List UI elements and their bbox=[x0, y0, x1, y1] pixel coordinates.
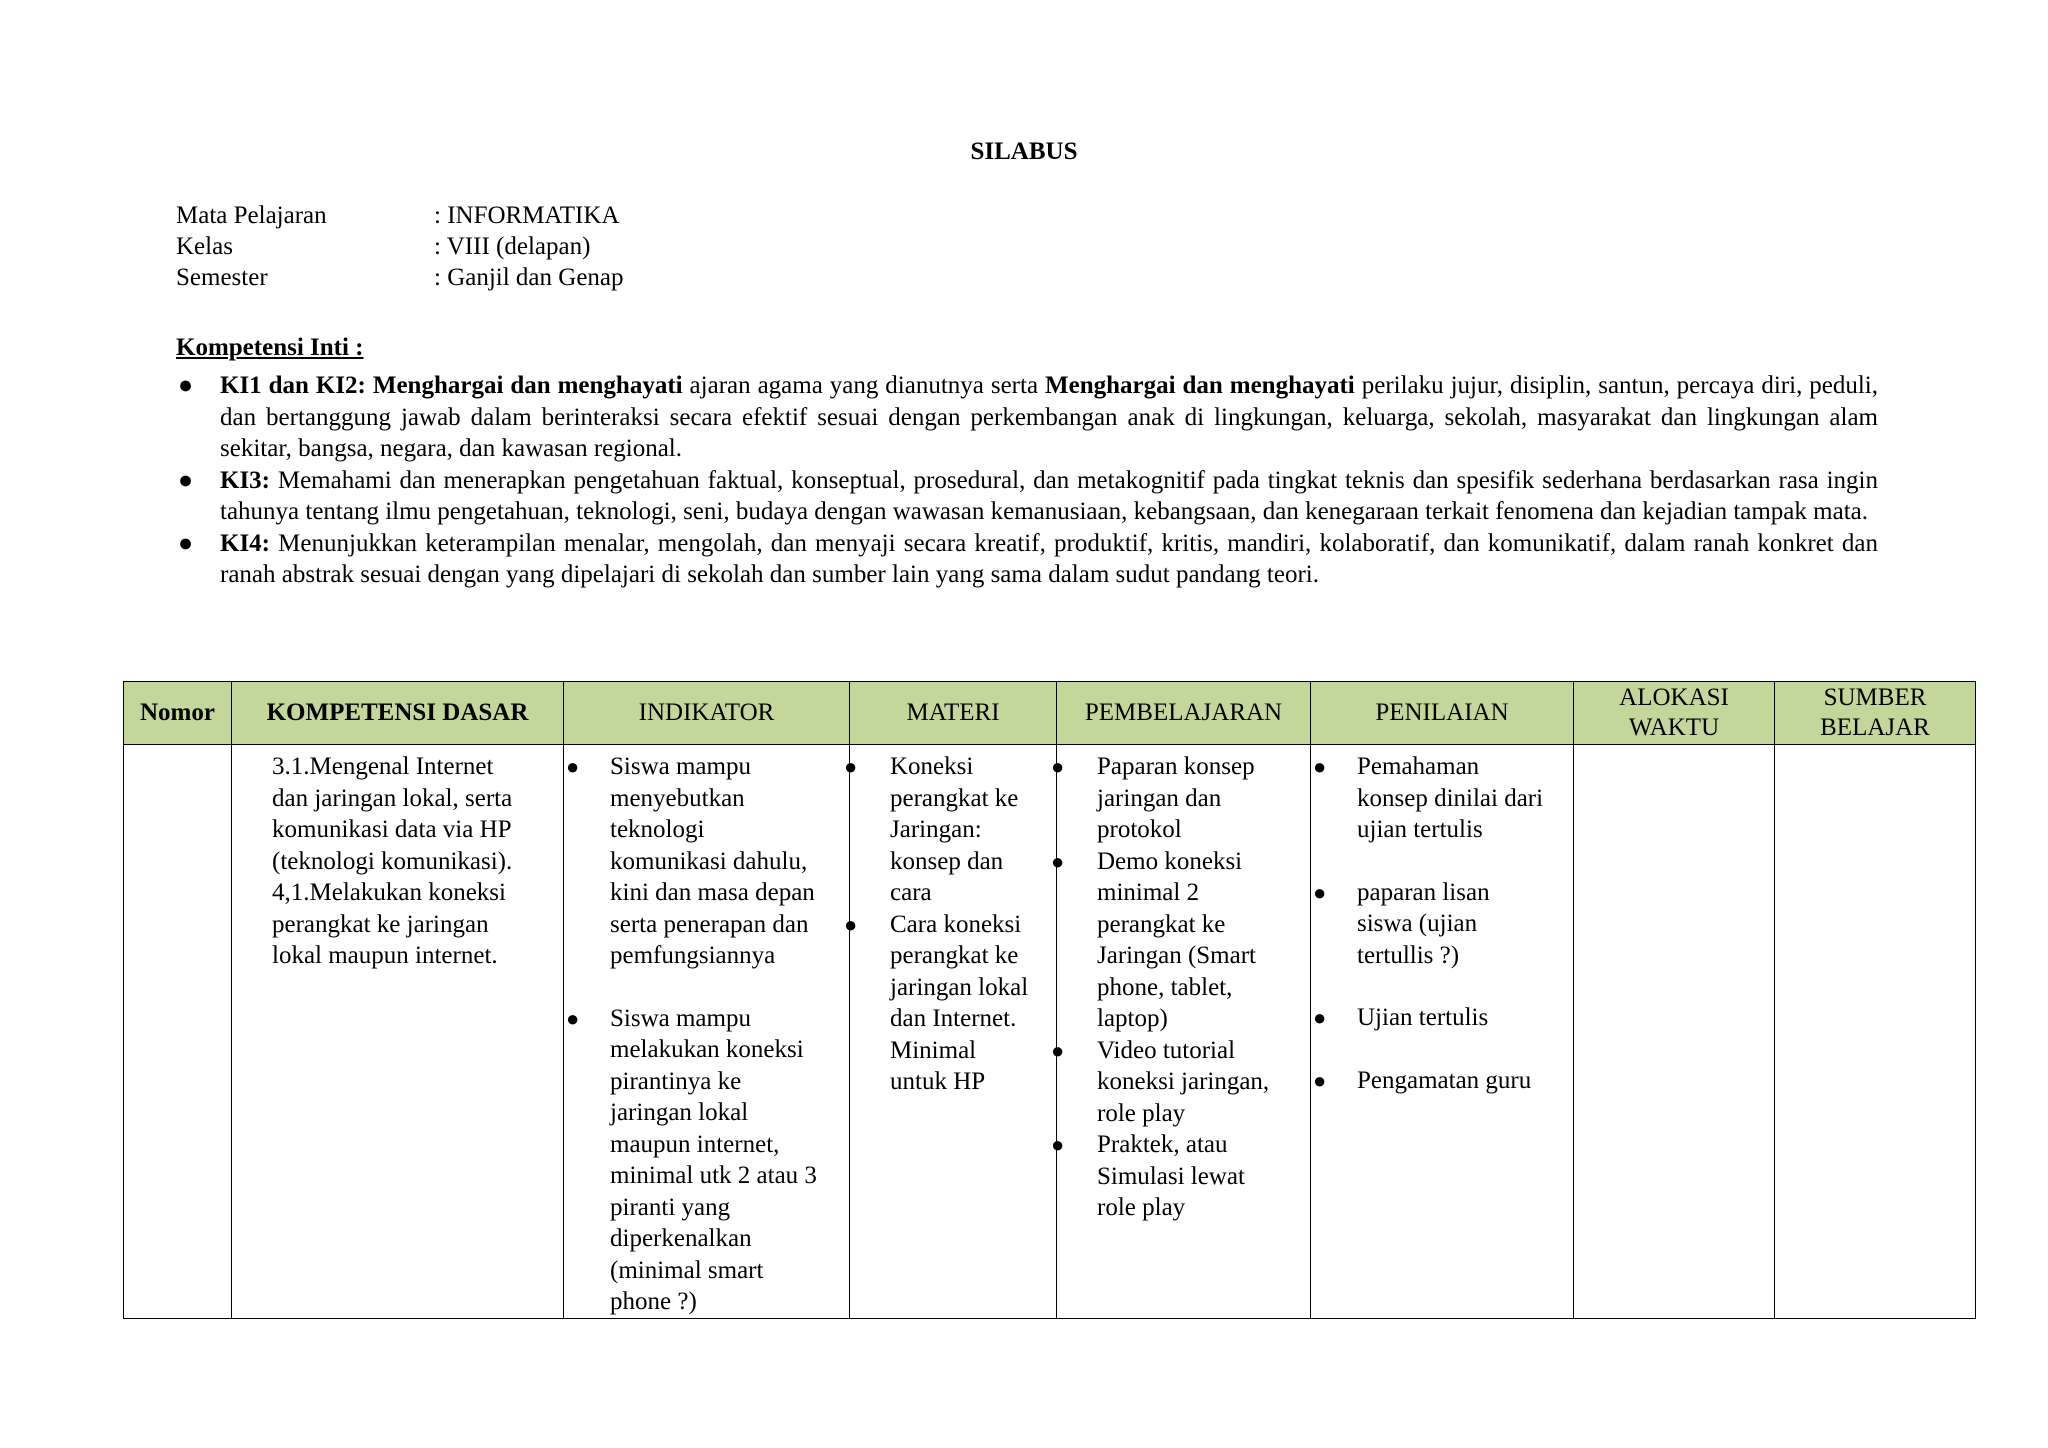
text-line: minimal 2 bbox=[1097, 879, 1200, 906]
ki-label: KI4: bbox=[220, 529, 270, 557]
header-materi: MATERI bbox=[850, 682, 1057, 745]
penilaian-list bbox=[1311, 745, 1573, 1096]
syllabus-table bbox=[123, 681, 1976, 1319]
meta-value: : VIII (delapan) bbox=[434, 233, 591, 260]
bullet-icon: ● bbox=[178, 466, 194, 494]
text-line: laptop) bbox=[1097, 1005, 1168, 1032]
meta-value: : INFORMATIKA bbox=[434, 202, 620, 229]
ki-label: KI3: bbox=[220, 466, 270, 494]
text-line: komunikasi data via HP bbox=[272, 816, 512, 843]
text-line: diperkenalkan bbox=[610, 1225, 752, 1252]
text-line: pemfungsiannya bbox=[610, 942, 776, 969]
meta-row-semester bbox=[176, 262, 624, 293]
text-line: untuk HP bbox=[890, 1068, 986, 1095]
ki-item-1 bbox=[176, 370, 1878, 465]
text-line: Video tutorial bbox=[1097, 1036, 1236, 1064]
text-line: perangkat ke jaringan bbox=[272, 910, 489, 938]
meta-value: : Ganjil dan Genap bbox=[434, 264, 624, 291]
pembelajaran-list bbox=[1051, 745, 1310, 1224]
text-line: komunikasi dahulu, bbox=[610, 847, 808, 875]
text-line: phone, tablet, bbox=[1097, 973, 1233, 1001]
header-alokasi-waktu bbox=[1574, 682, 1775, 745]
bullet-icon: ● bbox=[1313, 879, 1327, 905]
header-kompetensi-dasar: KOMPETENSI DASAR bbox=[232, 682, 564, 745]
text-line: serta penerapan dan bbox=[610, 910, 809, 938]
text-line: (teknologi komunikasi). bbox=[272, 847, 513, 875]
bullet-icon: ● bbox=[1313, 1005, 1327, 1030]
bullet-icon: ● bbox=[1051, 754, 1065, 779]
text-line: tertullis ?) bbox=[1357, 941, 1460, 969]
ki-bold-text: Menghargai dan menghayati bbox=[365, 372, 683, 399]
bullet-icon: ● bbox=[1313, 1067, 1327, 1093]
cell-materi bbox=[844, 745, 1057, 1319]
text-line: lokal maupun internet. bbox=[272, 942, 498, 969]
meta-label: Semester bbox=[176, 264, 268, 291]
text-line: dan jaringan lokal, serta bbox=[272, 784, 513, 812]
bullet-icon: ● bbox=[1313, 754, 1327, 779]
text-line: Jaringan (Smart bbox=[1097, 942, 1256, 969]
text-line: jaringan lokal bbox=[610, 1099, 749, 1126]
list-item bbox=[1051, 1129, 1304, 1224]
ki-text: perilaku jujur, disiplin, santun, percaya diri, peduli, dan bertanggung jawab dalam berinteraksi secara efektif sesuai dengan perkembangan anak di lingkungan, keluarga, sekolah, masyarakat dan lingkungan alam sekitar, bangsa, negara, dan kawasan regional. bbox=[220, 372, 1879, 462]
text-line: Siswa mampu bbox=[610, 1004, 751, 1032]
bullet-icon: ● bbox=[178, 372, 194, 399]
text-line: 4,1.Melakukan koneksi bbox=[272, 879, 506, 906]
text-line: Paparan konsep bbox=[1097, 753, 1255, 780]
list-item bbox=[844, 909, 1050, 1098]
text-line: pirantinya ke bbox=[610, 1067, 742, 1095]
ki-label: KI1 dan KI2: bbox=[220, 372, 366, 399]
text-line: 3.1.Mengenal Internet bbox=[272, 753, 494, 780]
ki-item-3 bbox=[176, 465, 1878, 528]
text-line: teknologi bbox=[610, 816, 705, 843]
text-line: (minimal smart bbox=[610, 1256, 764, 1284]
text-line: maupun internet, bbox=[610, 1130, 780, 1158]
text-line: paparan lisan bbox=[1357, 878, 1490, 906]
text-line: konsep dinilai dari bbox=[1357, 784, 1544, 812]
text-line: cara bbox=[890, 879, 932, 906]
ki-text: Menunjukkan keterampilan menalar, mengolah, dan menyaji secara kreatif, produktif, kritis, mandiri, kolaboratif, dan komunikatif, dalam ranah konkret dan ranah abstrak sesuai dengan yang dipelajari di sekolah dan sumber lain yang sama dalam sudut pandang teori. bbox=[220, 529, 1878, 588]
bullet-icon: ● bbox=[1051, 848, 1065, 874]
bullet-icon: ● bbox=[178, 529, 194, 557]
text-line: melakukan koneksi bbox=[610, 1036, 804, 1063]
text-line: role play bbox=[1097, 1194, 1186, 1221]
text-line: Cara koneksi bbox=[890, 910, 1022, 938]
text-line: Demo koneksi bbox=[1097, 847, 1243, 875]
meta-label: Mata Pelajaran bbox=[176, 202, 327, 229]
text-line: kini dan masa depan bbox=[610, 879, 815, 906]
text-line: Praktek, atau bbox=[1097, 1131, 1228, 1158]
text-line: piranti yang bbox=[610, 1193, 731, 1221]
list-item bbox=[1311, 751, 1567, 846]
meta-label: Kelas bbox=[176, 233, 233, 260]
cell-indikator bbox=[564, 745, 850, 1319]
text-line: Minimal bbox=[890, 1036, 977, 1064]
list-item bbox=[1051, 1035, 1304, 1130]
cell-penilaian bbox=[1311, 745, 1574, 1319]
ki-text: ajaran agama yang dianutnya serta bbox=[682, 372, 1045, 399]
list-item bbox=[1051, 846, 1304, 1035]
list-item bbox=[564, 1003, 843, 1318]
text-line: konsep dan bbox=[890, 847, 1004, 875]
text-line: jaringan dan bbox=[1097, 784, 1222, 812]
list-item bbox=[1311, 1002, 1567, 1034]
header-sumber-belajar bbox=[1775, 682, 1976, 745]
cell-kompetensi-dasar bbox=[232, 745, 564, 1319]
header-line: WAKTU bbox=[1628, 714, 1720, 741]
header-pembelajaran: PEMBELAJARAN bbox=[1057, 682, 1311, 745]
ki-item-4 bbox=[176, 528, 1878, 591]
text-line: ujian tertulis bbox=[1357, 816, 1483, 843]
list-item bbox=[844, 751, 1050, 909]
bullet-icon: ● bbox=[844, 911, 858, 937]
kd-text bbox=[232, 745, 563, 972]
header-indikator: INDIKATOR bbox=[564, 682, 850, 745]
meta-row-subject bbox=[176, 200, 624, 231]
text-line: Pengamatan guru bbox=[1357, 1066, 1532, 1094]
ki-list bbox=[176, 370, 1878, 591]
text-line: minimal utk 2 atau 3 bbox=[610, 1162, 817, 1189]
text-line: protokol bbox=[1097, 816, 1182, 843]
list-item bbox=[1311, 877, 1567, 972]
text-line: perangkat ke bbox=[890, 942, 1019, 969]
bullet-icon: ● bbox=[566, 754, 580, 779]
text-line: jaringan lokal bbox=[890, 973, 1029, 1001]
text-line: perangkat ke bbox=[1097, 910, 1226, 938]
header-nomor: Nomor bbox=[124, 682, 232, 745]
cell-alokasi-waktu bbox=[1574, 745, 1775, 1319]
header-line: BELAJAR bbox=[1820, 714, 1930, 741]
meta-row-class bbox=[176, 231, 624, 262]
cell-pembelajaran bbox=[1051, 745, 1311, 1319]
document-title: SILABUS bbox=[970, 138, 1078, 165]
table-row bbox=[124, 745, 1976, 1319]
text-line: Koneksi bbox=[890, 753, 974, 780]
ki-text: Memahami dan menerapkan pengetahuan faktual, konseptual, prosedural, dan metakognitif pada tingkat teknis dan spesifik sederhana berdasarkan rasa ingin tahunya tentang ilmu pengetahuan, teknologi, seni, budaya dengan wawasan kemanusiaan, kebangsaan, dan kenegaraan terkait fenomena dan kejadian tampak mata. bbox=[220, 466, 1878, 525]
bullet-icon: ● bbox=[844, 754, 858, 779]
text-line: Pemahaman bbox=[1357, 753, 1480, 780]
cell-nomor bbox=[124, 745, 232, 1319]
list-item bbox=[1311, 1065, 1567, 1097]
text-line: siswa (ujian bbox=[1357, 910, 1478, 937]
header-line: ALOKASI bbox=[1619, 684, 1729, 711]
bullet-icon: ● bbox=[1051, 1037, 1065, 1063]
ki-heading: Kompetensi Inti : bbox=[176, 334, 364, 361]
header-line: SUMBER bbox=[1823, 684, 1927, 711]
text-line: dan Internet. bbox=[890, 1005, 1017, 1032]
header-penilaian: PENILAIAN bbox=[1311, 682, 1574, 745]
bullet-icon: ● bbox=[566, 1005, 580, 1031]
materi-list bbox=[844, 745, 1056, 1098]
indikator-list bbox=[564, 745, 849, 1318]
cell-sumber-belajar bbox=[1775, 745, 1976, 1319]
text-line: perangkat ke bbox=[890, 784, 1019, 812]
text-line: role play bbox=[1097, 1099, 1186, 1127]
list-item bbox=[564, 751, 843, 972]
list-item bbox=[1051, 751, 1304, 846]
text-line: Jaringan: bbox=[890, 816, 982, 843]
text-line: phone ?) bbox=[610, 1288, 697, 1315]
text-line: koneksi jaringan, bbox=[1097, 1068, 1270, 1095]
text-line: Ujian tertulis bbox=[1357, 1004, 1489, 1031]
table-header-row bbox=[124, 682, 1976, 745]
text-line: Simulasi lewat bbox=[1097, 1162, 1245, 1190]
text-line: menyebutkan bbox=[610, 784, 745, 812]
text-line: Siswa mampu bbox=[610, 753, 751, 780]
ki-bold-text: Menghargai dan menghayati bbox=[1045, 372, 1355, 399]
course-info bbox=[176, 200, 624, 293]
bullet-icon: ● bbox=[1051, 1132, 1065, 1157]
